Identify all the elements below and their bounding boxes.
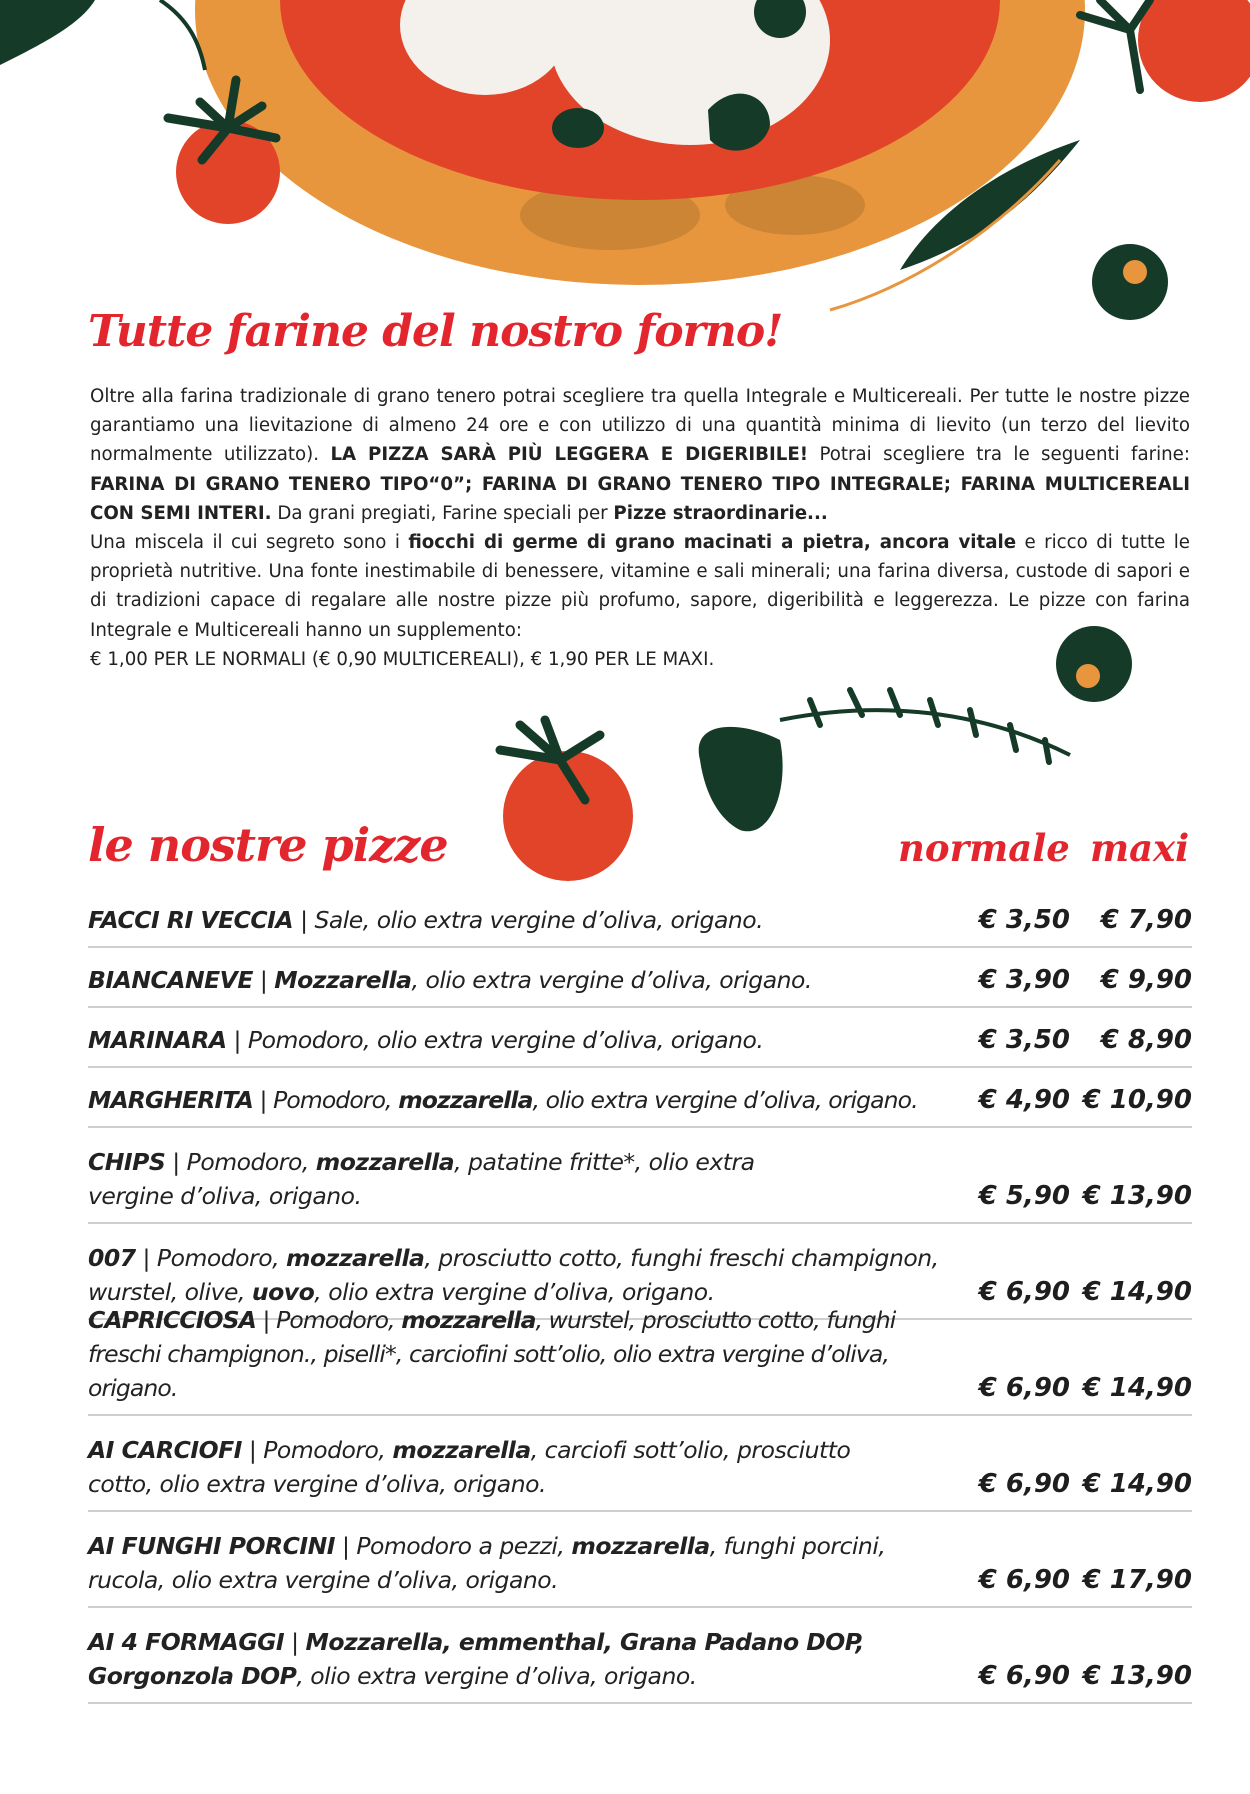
ingredients: Pomodoro, [263, 1436, 393, 1464]
olive-right-illustration [1092, 244, 1168, 320]
intro-flour-list: FARINA DI GRANO TENERO TIPO“0”; FARINA DI GRANO TENERO TIPO INTEGRALE; FARINA MULTICEREALI CON SEMI INTERI. [90, 473, 1190, 524]
price-maxi: € 13,90 [1082, 1181, 1192, 1211]
pizza-menu-list [88, 888, 1192, 1704]
ingredients: , olio extra vergine d’oliva, origano. [411, 966, 812, 994]
ingredients-bold: mozzarella [401, 1306, 536, 1334]
menu-item-chips [88, 1128, 1192, 1224]
menu-item-prices [960, 963, 1192, 997]
price-maxi: € 9,90 [1100, 965, 1192, 995]
price-normale: € 3,50 [978, 1025, 1070, 1055]
pizza-name: AI CARCIOFI [88, 1436, 242, 1464]
price-maxi: € 10,90 [1082, 1085, 1192, 1115]
price-normale: € 4,90 [978, 1085, 1070, 1115]
intro-text-span: e ricco di tutte le proprietà nutritive. Una fonte inestimabile di benessere, vitamine e sali minerali; una farina diversa, custode di sapori e di tradizioni capace di regalare alle nostre pizze più profumo, sapore, digeribilità e leggerezza. Le pizze con farina Integrale e Multicereali hanno un supplemento: [90, 532, 1190, 641]
arugula-illustration [830, 140, 1080, 310]
separator: | [293, 906, 315, 934]
intro-supplement: € 1,00 PER LE NORMALI (€ 0,90 MULTICEREALI), € 1,90 PER LE MAXI. [90, 648, 715, 670]
menu-item-prices [960, 1275, 1192, 1309]
ingredients: Pomodoro, [276, 1306, 402, 1334]
pizza-name: FACCI RI VECCIA [88, 906, 294, 934]
ingredients: , wurstel, prosciutto cotto, funghi freschi champignon., piselli*, carciofini sott’olio, olio extra vergine d’oliva, origano. [88, 1306, 896, 1402]
menu-item-margherita [88, 1068, 1192, 1128]
pizza-name: CAPRICCIOSA [88, 1306, 256, 1334]
ingredients: Sale, olio extra vergine d’oliva, origano. [314, 906, 764, 934]
intro-text-span: Una miscela il cui segreto sono i [90, 532, 409, 554]
menu-item-prices [960, 1659, 1192, 1693]
menu-item-capricciosa [88, 1306, 1192, 1416]
ingredients: , carciofi sott’olio, prosciutto cotto, olio extra vergine d’oliva, origano. [88, 1436, 851, 1498]
menu-item-marinara [88, 1008, 1192, 1068]
menu-title: le nostre pizze [88, 818, 448, 872]
menu-item-prices [960, 903, 1192, 937]
price-normale: € 6,90 [978, 1373, 1070, 1403]
price-normale: € 6,90 [978, 1277, 1070, 1307]
ingredients-bold: mozzarella [392, 1436, 531, 1464]
intro-paragraph-2 [90, 528, 1190, 645]
ingredients-bold: mozzarella [398, 1086, 533, 1114]
menu-item-ai-carciofi [88, 1416, 1192, 1512]
menu-item-biancaneve [88, 948, 1192, 1008]
intro-text-span: Da grani pregiati, Farine speciali per [271, 502, 614, 524]
price-maxi: € 14,90 [1082, 1277, 1192, 1307]
ingredients: , funghi porcini, rucola, olio extra vergine d’oliva, origano. [88, 1532, 886, 1594]
ingredients: , olio extra vergine d’oliva, origano. [314, 1278, 715, 1306]
ingredients: , prosciutto cotto, funghi freschi champignon, wurstel, olive, [88, 1244, 939, 1306]
price-normale: € 3,50 [978, 905, 1070, 935]
ingredients-bold: mozzarella [571, 1532, 710, 1560]
tomato-top-right-illustration [1080, 0, 1250, 102]
intro-text-bold: Pizze straordinarie... [613, 502, 828, 524]
menu-item-description [88, 1625, 918, 1693]
separator: | [226, 1026, 248, 1054]
ingredients: , olio extra vergine d’oliva, origano. [532, 1086, 918, 1114]
menu-item-ai-4-formaggi [88, 1608, 1192, 1704]
tomato-middle-illustration [500, 720, 633, 881]
separator: | [284, 1628, 306, 1656]
hero-title: Tutte farine del nostro forno! [88, 306, 783, 357]
ingredients-bold: mozzarella [286, 1244, 425, 1272]
pizza-name: CHIPS [88, 1148, 166, 1176]
price-maxi: € 17,90 [1082, 1565, 1192, 1595]
ingredients: Pomodoro a pezzi, [356, 1532, 572, 1560]
ingredients: , olio extra vergine d’oliva, origano. [296, 1662, 697, 1690]
ingredients: Pomodoro, [273, 1086, 399, 1114]
pizza-illustration [195, 0, 1085, 285]
menu-item-description [88, 1529, 948, 1597]
ingredients: , patatine fritte*, olio extra vergine d’oliva, origano. [88, 1148, 755, 1210]
menu-item-prices [960, 1563, 1192, 1597]
pizza-name: AI 4 FORMAGGI [88, 1628, 285, 1656]
ingredients-bold: mozzarella [315, 1148, 455, 1176]
menu-item-prices [960, 1023, 1192, 1057]
ingredients-bold: Mozzarella, emmenthal, Grana Padano DOP, Gorgonzola DOP [88, 1628, 864, 1690]
rosemary-illustration [780, 690, 1070, 762]
price-normale: € 5,90 [978, 1181, 1070, 1211]
separator: | [241, 1436, 264, 1464]
menu-item-facci-ri-veccia [88, 888, 1192, 948]
separator: | [135, 1244, 157, 1272]
ingredients: Pomodoro, [186, 1148, 316, 1176]
price-maxi: € 14,90 [1082, 1469, 1192, 1499]
column-header-normale: normale [898, 826, 1070, 870]
intro-paragraph-1 [90, 382, 1190, 528]
separator: | [255, 1306, 277, 1334]
menu-item-prices [960, 1179, 1192, 1213]
menu-item-description [88, 1145, 788, 1213]
price-maxi: € 8,90 [1100, 1025, 1192, 1055]
price-normale: € 3,90 [978, 965, 1070, 995]
intro-text-span: Oltre alla farina tradizionale di grano tenero potrai scegliere tra quella Integrale e Multicereali. Per tutte le nostre pizze garantiamo una lievitazione di almeno 24 ore e con utilizzo di una quantità minima di lievito (un terzo del lievito normalmente utilizzato). [90, 386, 1190, 466]
menu-item-description [88, 1023, 960, 1057]
menu-item-description [88, 963, 960, 997]
price-normale: € 6,90 [978, 1469, 1070, 1499]
separator: | [335, 1532, 357, 1560]
ingredients-bold: uovo [251, 1278, 315, 1306]
intro-text-span: Potrai scegliere tra le seguenti farine: [808, 444, 1190, 466]
pizza-name: MARINARA [88, 1026, 227, 1054]
menu-item-ai-funghi-porcini [88, 1512, 1192, 1608]
intro-text-bold: LA PIZZA SARÀ PIÙ LEGGERA E DIGERIBILE! [330, 444, 809, 466]
basil-leaf-middle-illustration [699, 727, 783, 831]
separator: | [252, 1086, 274, 1114]
column-header-maxi: maxi [1090, 826, 1190, 870]
ingredients: Pomodoro, [156, 1244, 287, 1272]
price-normale: € 6,90 [978, 1661, 1070, 1691]
ingredients-bold: Mozzarella [274, 966, 412, 994]
menu-item-description [88, 1083, 960, 1117]
tomato-top-left-illustration [168, 80, 280, 224]
menu-item-prices [960, 1371, 1192, 1405]
menu-item-description [88, 903, 960, 937]
menu-item-description [88, 1241, 948, 1309]
pizza-name: 007 [88, 1244, 136, 1272]
price-maxi: € 14,90 [1082, 1373, 1192, 1403]
ingredients: Pomodoro, olio extra vergine d’oliva, origano. [247, 1026, 764, 1054]
pizza-name: AI FUNGHI PORCINI [88, 1532, 335, 1560]
price-maxi: € 13,90 [1082, 1661, 1192, 1691]
separator: | [252, 966, 275, 994]
basil-top-left-illustration [0, 0, 205, 70]
menu-item-description [88, 1433, 908, 1501]
menu-item-prices [960, 1083, 1192, 1117]
menu-item-prices [960, 1467, 1192, 1501]
intro-text-bold: fiocchi di germe di grano macinati a pietra, ancora vitale [408, 532, 1017, 554]
price-maxi: € 7,90 [1100, 905, 1192, 935]
menu-item-description [88, 1303, 960, 1405]
pizza-name: BIANCANEVE [88, 966, 253, 994]
separator: | [165, 1148, 187, 1176]
pizza-name: MARGHERITA [88, 1086, 253, 1114]
intro-text [90, 382, 1190, 674]
price-normale: € 6,90 [978, 1565, 1070, 1595]
